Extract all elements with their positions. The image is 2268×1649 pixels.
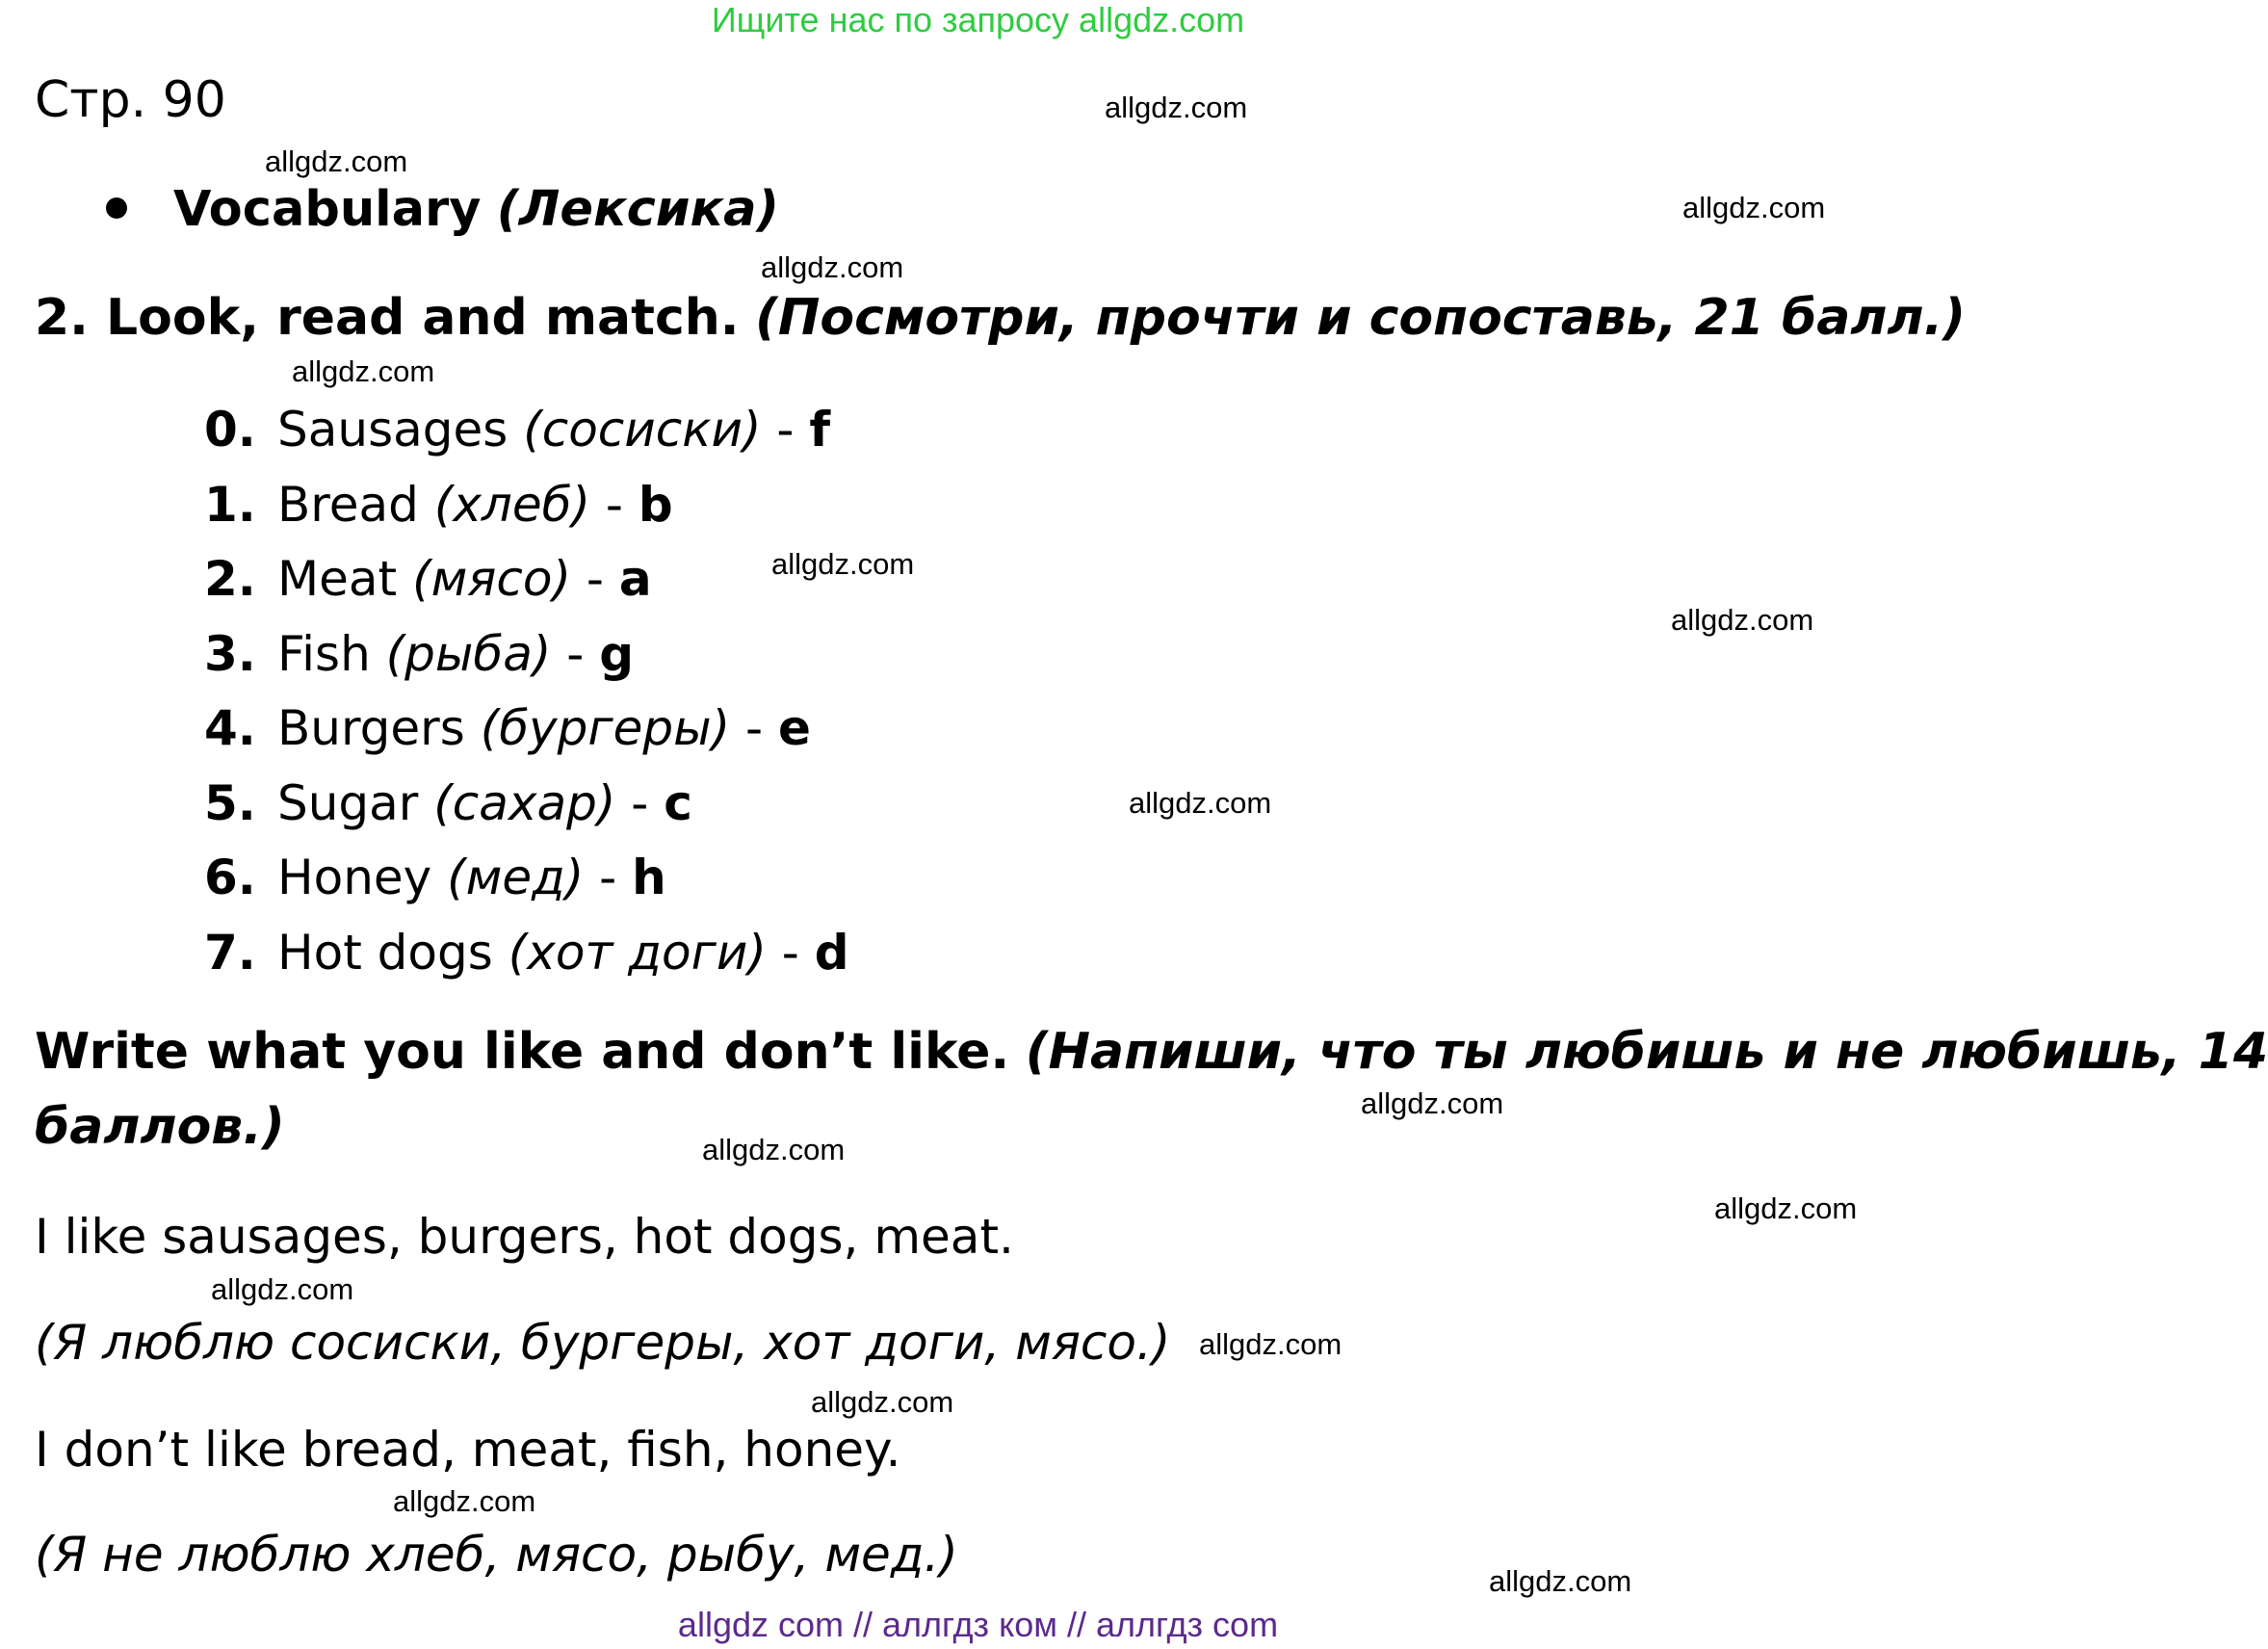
list-item: 0. Sausages (сосиски) - f [204, 393, 849, 468]
page-number: Стр. 90 [35, 71, 226, 129]
match-list [204, 393, 849, 990]
item-number: 2. [204, 551, 256, 607]
item-word: Burgers [277, 700, 465, 756]
item-translation: (мед) [447, 850, 585, 905]
footer-links: allgdz com // аллгдз ком // аллгдз com [677, 1605, 1279, 1644]
task3-heading-text: Write what you like and don’t like. [35, 1023, 1010, 1081]
watermark: allgdz.com [1361, 1086, 1504, 1120]
list-item: 4. Burgers (бургеры) - e [204, 692, 849, 767]
list-item: 2. Meat (мясо) - a [204, 542, 849, 617]
item-answer: e [777, 700, 811, 756]
item-number: 1. [204, 476, 256, 533]
top-banner: Ищите нас по запросу allgdz.com [711, 0, 1245, 39]
item-number: 5. [204, 774, 256, 831]
watermark: allgdz.com [1199, 1327, 1343, 1361]
item-word: Sugar [277, 774, 419, 831]
item-answer: h [632, 850, 666, 905]
list-item: 3. Fish (рыба) - g [204, 617, 849, 693]
item-answer: a [618, 551, 652, 607]
item-number: 7. [204, 924, 256, 981]
item-answer: f [809, 402, 831, 458]
item-translation: (сахар) [433, 774, 616, 831]
like-translation: (Я люблю сосиски, бургеры, хот доги, мясо.) [35, 1315, 1171, 1371]
bullet-icon [106, 197, 127, 219]
item-answer: g [599, 625, 635, 682]
list-item: 1. Bread (хлеб) - b [204, 468, 849, 543]
watermark: allgdz.com [211, 1272, 354, 1306]
watermark: allgdz.com [702, 1133, 846, 1166]
section-translation: (Лексика) [496, 181, 779, 238]
section-title: Vocabulary [173, 181, 482, 238]
like-sentence: I like sausages, burgers, hot dogs, meat. [35, 1209, 1014, 1265]
item-translation: (бургеры) [480, 700, 731, 756]
task2-heading-text: 2. Look, read and match. [35, 289, 740, 347]
dislike-sentence: I don’t like bread, meat, fish, honey. [35, 1422, 901, 1478]
watermark: allgdz.com [265, 144, 408, 178]
item-number: 3. [204, 625, 256, 682]
item-number: 4. [204, 700, 256, 756]
item-word: Hot dogs [277, 924, 493, 981]
task3-heading [35, 1023, 2268, 1081]
dislike-translation: (Я не люблю хлеб, мясо, рыбу, мед.) [35, 1527, 958, 1583]
item-word: Meat [277, 551, 398, 607]
list-item: 6. Honey (мед) - h [204, 841, 849, 916]
item-number: 0. [204, 402, 256, 458]
item-translation: (хлеб) [433, 476, 590, 533]
watermark: allgdz.com [393, 1484, 536, 1518]
watermark: allgdz.com [1129, 786, 1272, 820]
item-answer: d [814, 924, 849, 981]
watermark: allgdz.com [811, 1385, 954, 1419]
item-answer: b [638, 476, 673, 533]
item-word: Honey [277, 850, 432, 905]
task3-translation-line1: (Напиши, что ты любишь и не любишь, 14 [1025, 1023, 2268, 1081]
watermark: allgdz.com [1105, 91, 1248, 124]
item-word: Sausages [277, 402, 508, 458]
watermark: allgdz.com [292, 354, 435, 388]
item-answer: c [664, 774, 692, 831]
section-heading [106, 181, 779, 238]
watermark: allgdz.com [1671, 603, 1814, 637]
watermark: allgdz.com [761, 250, 904, 284]
item-translation: (мясо) [412, 551, 571, 607]
item-translation: (хот доги) [508, 924, 767, 981]
watermark: allgdz.com [1489, 1564, 1632, 1598]
item-number: 6. [204, 850, 256, 905]
item-translation: (сосиски) [523, 402, 762, 458]
watermark: allgdz.com [1682, 191, 1826, 224]
item-word: Fish [277, 625, 371, 682]
task2-heading [35, 289, 1966, 347]
watermark: allgdz.com [1714, 1191, 1858, 1225]
item-word: Bread [277, 476, 419, 533]
list-item: 7. Hot dogs (хот доги) - d [204, 916, 849, 991]
task2-translation: (Посмотри, прочти и сопоставь, 21 балл.) [755, 289, 1967, 347]
item-translation: (рыба) [385, 625, 552, 682]
task3-translation-line2: баллов.) [35, 1098, 285, 1156]
watermark: allgdz.com [771, 547, 915, 581]
list-item: 5. Sugar (сахар) - c [204, 767, 849, 842]
